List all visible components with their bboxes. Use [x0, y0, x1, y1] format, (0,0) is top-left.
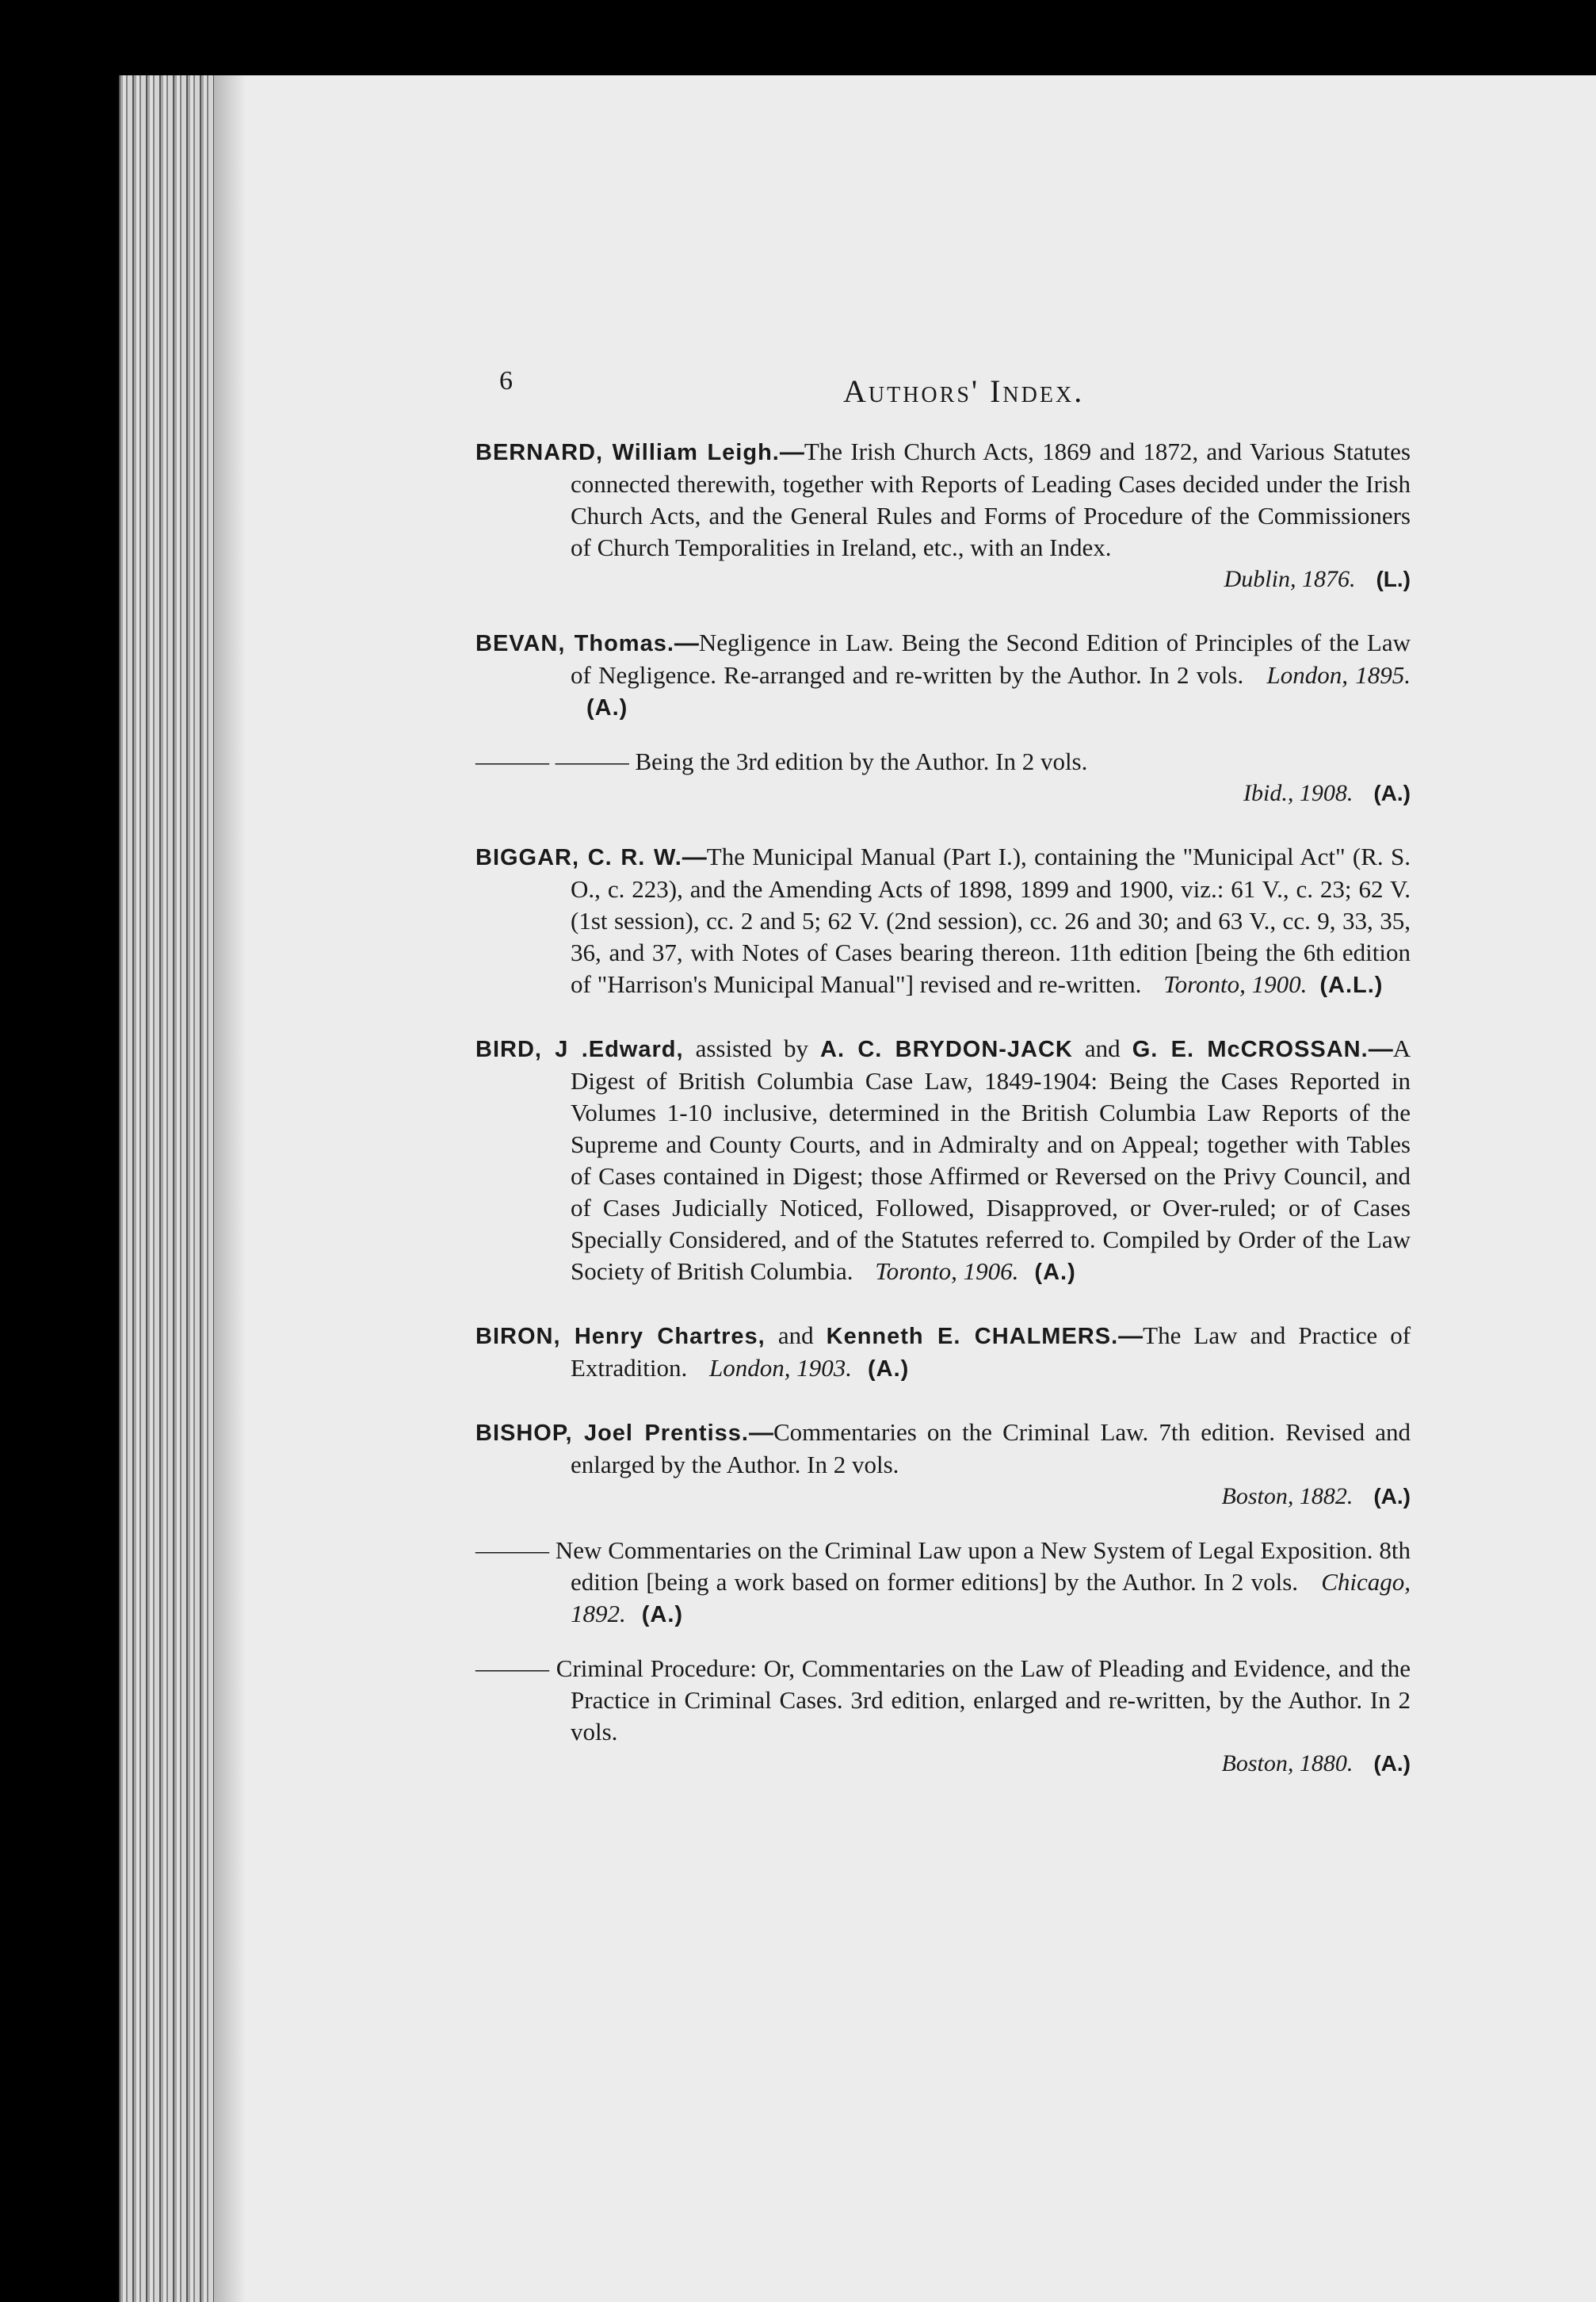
index-entries [475, 436, 1411, 1811]
entry-title: Criminal Procedure: Or, Commentaries on the Law of Pleading and Evidence, and the Practice in Criminal Cases. 3rd edition, enlarged and re-written, by the Author. In 2 vols. [556, 1654, 1411, 1746]
book-spine [119, 75, 214, 2302]
entry-imprint [475, 778, 1411, 809]
entry-title: Negligence in Law. Being the Second Edition of Principles of the Law of Negligence. Re-arranged and re-written by the Author. In 2 vols. [571, 629, 1411, 689]
imprint-place-date: Boston, 1880. [1221, 1750, 1354, 1776]
ditto-dash: ——— [475, 1654, 549, 1682]
imprint-place-date: Toronto, 1900. [1163, 970, 1308, 998]
entry-title: The Municipal Manual (Part I.), containing the "Municipal Act" (R. S. O., c. 223), and the Amending Acts of 1898, 1899 and 1900, viz.: 61 V., c. 23; 62 V. (1st session), cc. 2 and 5; 62 V. (2nd session), cc. 26 and 30; and 63 V., cc. 9, 33, 35, 36, and 37, with Notes of Cases bearing thereon. 11th edition [being the 6th edition of "Harrison's Municipal Manual"] revised and re-written. [571, 843, 1411, 998]
library-code: (A.) [586, 695, 628, 721]
entry-author: BERNARD, William Leigh. [475, 440, 780, 465]
entry-imprint [475, 1748, 1411, 1780]
entry-imprint [475, 1481, 1411, 1512]
entry-imprint [475, 564, 1411, 595]
library-code: (A.) [1034, 1260, 1076, 1285]
entry-author: BIGGAR, C. R. W. [475, 845, 682, 870]
entry-title: Being the 3rd edition by the Author. In 2 vols. [635, 748, 1088, 775]
entry-title: New Commentaries on the Criminal Law upon a New System of Legal Exposition. 8th edition [being a work based on former editions] by the Author. In 2 vols. [555, 1536, 1411, 1596]
spine-shadow [214, 75, 246, 2302]
entry-title: A Digest of British Columbia Case Law, 1849-1904: Being the Cases Reported in Volumes 1-10 inclusive, determined in the British Columbia Law Reports of the Supreme and County Courts, and in Admiralty and on Appeal; together with Tables of Cases contained in Digest; those Affirmed or Reversed on the Privy Council, and of Cases Judicially Noticed, Followed, Disapproved, or Over-ruled; or of Cases Specially Considered, and of the Statutes referred to. Compiled by Order of the Law Society of British Columbia. [571, 1034, 1411, 1285]
entry-author: BEVAN, Thomas. [475, 631, 674, 656]
assistant-name: G. E. McCROSSAN. [1132, 1037, 1369, 1062]
library-code: (A.) [867, 1356, 910, 1382]
imprint-place-date: London, 1903. [708, 1354, 852, 1382]
imprint-place-date: Boston, 1882. [1221, 1483, 1354, 1509]
imprint-place-date: Toronto, 1906. [875, 1257, 1019, 1285]
ditto-dash: ——— ——— [475, 748, 629, 775]
index-entry-biggar: BIGGAR, C. R. W.—The Municipal Manual (Part I.), containing the "Municipal Act" (R. S. O., c. 223), and the Amending Acts of 1898, 1899 and 1900, viz.: 61 V., c. 23; 62 V. (1st session), cc. 2 and 5; 62 V. (2nd session), cc. 26 and 30; and 63 V., cc. 9, 33, 35, 36, and 37, with Notes of Cases bearing thereon. 11th edition [being the 6th edition of "Harrison's Municipal Manual"] revised and re-written. Toronto, 1900. (A.L.) [475, 843, 1411, 998]
library-code: (L.) [1376, 567, 1411, 591]
entry-title: The Law and Practice of Extradition. [571, 1321, 1411, 1382]
sub-entry [475, 746, 1411, 809]
entry-author: BISHOP, Joel Prentiss. [475, 1421, 749, 1446]
library-code: (A.) [641, 1602, 684, 1627]
library-code: (A.L.) [1319, 973, 1384, 998]
entry-title: The Irish Church Acts, 1869 and 1872, and Various Statutes connected therewith, together with Reports of Leading Cases decided under the Irish Church Acts, and the General Rules and Forms of Procedure of the Commissioners of Church Temporalities in Ireland, etc., with an Index. [571, 438, 1411, 561]
imprint-place-date: Ibid., 1908. [1243, 780, 1354, 806]
imprint-place-date: London, 1895. [1266, 661, 1411, 689]
index-entry-bird: BIRD, J .Edward, assisted by A. C. BRYDON-JACK and G. E. McCROSSAN.—A Digest of British Columbia Case Law, 1849-1904: Being the Cases Reported in Volumes 1-10 inclusive, determined in the British Columbia Law Reports of the Supreme and County Courts, and in Admiralty and on Appeal; together with Tables of Cases contained in Digest; those Affirmed or Reversed on the Privy Council, and of Cases Judicially Noticed, Followed, Disapproved, or Over-ruled; or of Cases Specially Considered, and of the Statutes referred to. Compiled by Order of the Law Society of British Columbia. Toronto, 1906. (A.) [475, 1034, 1411, 1285]
imprint-place-date: Dublin, 1876. [1224, 566, 1356, 592]
sub-entry [475, 1535, 1411, 1631]
library-code: (A.) [1373, 781, 1411, 805]
entry-author: BIRON, Henry Chartres, [475, 1324, 766, 1349]
imprint-place-date: Chicago, 1892. [571, 1568, 1411, 1627]
page-number: 6 [499, 366, 513, 396]
index-entry-bishop: BISHOP, Joel Prentiss.—Commentaries on the Criminal Law. 7th edition. Revised and enlarged by the Author. In 2 vols. Boston, 1882. (A.) ——— New Commentaries on the Criminal Law upon a New System of Legal Exposition. 8th edition [being a work based on former editions] by the Author. In 2 vols. Chicago, 1892. (A.) ——— Criminal Procedure: Or, Commentaries on the Law of Pleading and Evidence, and the Practice in Criminal Cases. 3rd edition, enlarged and re-written, by the Author. In 2 vols. Boston, 1880. (A.) [475, 1417, 1411, 1780]
running-head: Authors' Index. [843, 373, 1085, 409]
library-code: (A.) [1373, 1484, 1411, 1509]
conjunction: and [777, 1321, 814, 1349]
entry-title: Commentaries on the Criminal Law. 7th edition. Revised and enlarged by the Author. In 2 vols. [571, 1418, 1411, 1478]
assist-text: assisted by [695, 1034, 809, 1062]
coauthor-name: Kenneth E. CHALMERS. [826, 1324, 1119, 1349]
ditto-dash: ——— [475, 1536, 549, 1564]
index-entry-bernard: BERNARD, William Leigh.—The Irish Church Acts, 1869 and 1872, and Various Statutes connected therewith, together with Reports of Leading Cases decided under the Irish Church Acts, and the General Rules and Forms of Procedure of the Commissioners of Church Temporalities in Ireland, etc., with an Index. Dublin, 1876. (L.) [475, 436, 1411, 595]
index-entry-bevan: BEVAN, Thomas.—Negligence in Law. Being the Second Edition of Principles of the Law of Negligence. Re-arranged and re-written by the Author. In 2 vols. London, 1895.(A.) ——— ——— Being the 3rd edition by the Author. In 2 vols. Ibid., 1908. (A.) [475, 627, 1411, 809]
index-entry-biron: BIRON, Henry Chartres, and Kenneth E. CHALMERS.—The Law and Practice of Extradition. London, 1903. (A.) [475, 1321, 1411, 1382]
sub-entry [475, 1653, 1411, 1780]
assistant-name: A. C. BRYDON-JACK [820, 1037, 1073, 1062]
library-code: (A.) [1373, 1751, 1411, 1776]
entry-author: BIRD, J .Edward, [475, 1037, 684, 1062]
conjunction: and [1084, 1034, 1121, 1062]
